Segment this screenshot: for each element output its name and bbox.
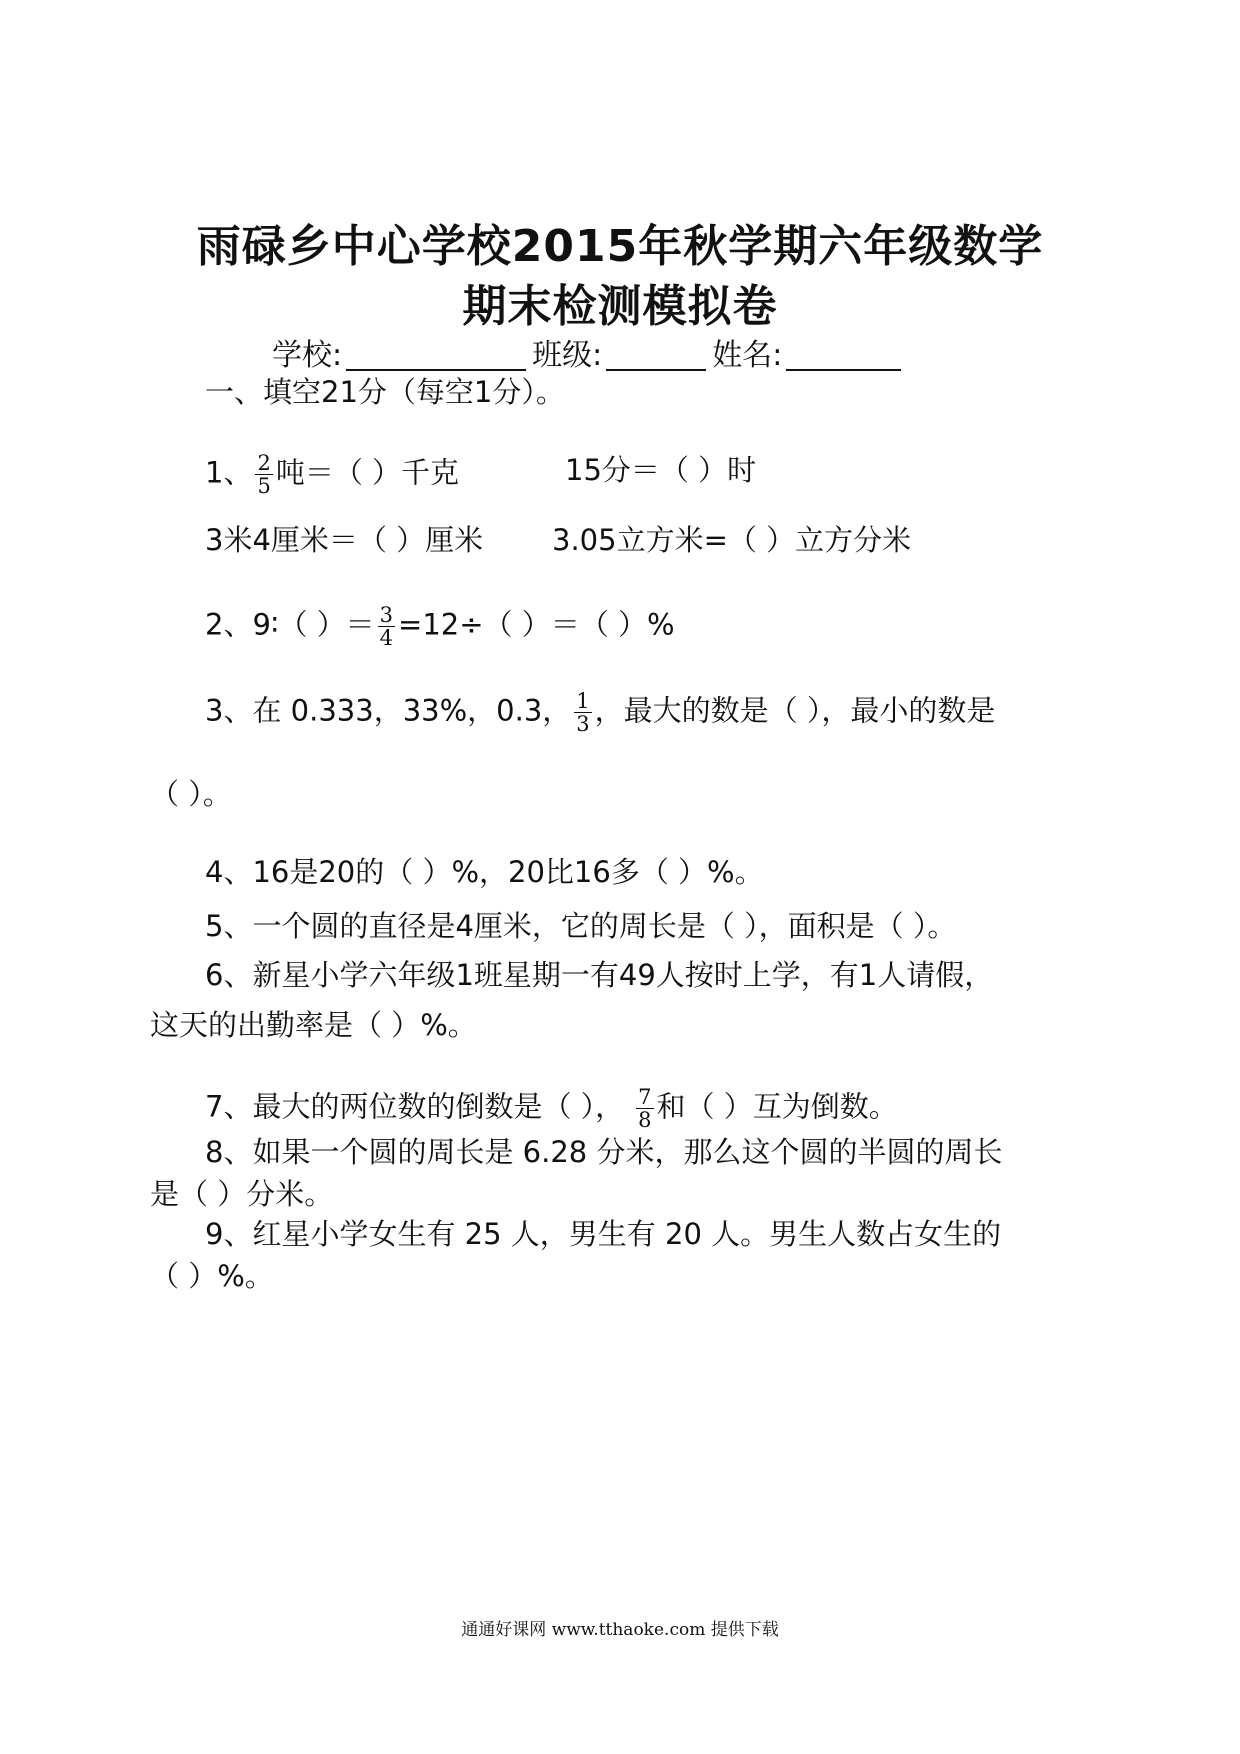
question-6-line1: 6、新星小学六年级1班星期一有49人按时上学，有1人请假， <box>205 958 994 992</box>
question-5: 5、一个圆的直径是4厘米，它的周长是（ ），面积是（ ）。 <box>205 909 957 943</box>
school-label: 学校: <box>272 338 343 373</box>
question-9-line2: （ ）%。 <box>150 1259 274 1293</box>
q3-prefix: 3、在 0.333，33%，0.3， <box>205 693 572 728</box>
q1-part-a: 吨＝（ ）千克 <box>275 455 460 490</box>
question-3-line2: （ ）。 <box>150 777 232 811</box>
q2-suffix: =12÷（ ）＝（ ）% <box>398 607 675 642</box>
question-1-line1 <box>205 452 459 497</box>
q3-fraction-denominator: 3 <box>576 712 590 736</box>
q2-fraction-numerator: 3 <box>379 603 394 627</box>
q2-prefix: 2、9∶（ ）＝ <box>205 607 375 642</box>
question-3-line1 <box>205 690 995 735</box>
question-9-line1: 9、红星小学女生有 25 人，男生有 20 人。男生人数占女生的 <box>205 1217 1002 1251</box>
section1-heading: 一、填空21分（每空1分）。 <box>205 375 565 409</box>
q7-fraction <box>636 1086 653 1131</box>
question-4: 4、16是20的（ ）%，20比16多（ ）%。 <box>205 855 764 889</box>
name-blank[interactable] <box>786 339 901 371</box>
q2-fraction <box>378 604 395 649</box>
exam-title-line2: 期末检测模拟卷 <box>462 281 778 332</box>
school-blank[interactable] <box>346 339 526 371</box>
q1-prefix: 1、 <box>205 455 253 490</box>
q2-fraction-denominator: 4 <box>379 626 394 650</box>
q3-suffix: ，最大的数是（ ），最小的数是 <box>594 693 996 728</box>
q7-prefix: 7、最大的两位数的倒数是（ ）， <box>205 1089 625 1124</box>
q1-fraction-denominator: 5 <box>257 474 271 498</box>
q7-fraction-denominator: 8 <box>638 1108 652 1132</box>
question-6-line2: 这天的出勤率是（ ）%。 <box>150 1008 477 1042</box>
question-2 <box>205 604 675 649</box>
q1-fraction <box>255 452 272 497</box>
class-label: 班级: <box>532 338 603 373</box>
q7-fraction-numerator: 7 <box>638 1085 652 1109</box>
question-1-part-b: 15分＝（ ）时 <box>565 453 757 487</box>
q3-fraction-numerator: 1 <box>576 689 590 713</box>
question-7 <box>205 1086 898 1131</box>
name-label: 姓名: <box>712 338 783 373</box>
exam-title-line1: 雨碌乡中心学校2015年秋学期六年级数学 <box>196 221 1044 272</box>
question-1-line2-b: 3.05立方米=（ ）立方分米 <box>552 523 912 557</box>
footer-source-note: 通通好课网 www.tthaoke.com 提供下载 <box>461 1620 779 1640</box>
question-8-line1: 8、如果一个圆的周长是 6.28 分米，那么这个圆的半圆的周长 <box>205 1135 1003 1169</box>
q3-fraction <box>574 690 591 735</box>
q1-fraction-numerator: 2 <box>257 451 271 475</box>
question-8-line2: 是（ ）分米。 <box>150 1177 334 1211</box>
q7-suffix: 和（ ）互为倒数。 <box>656 1089 898 1124</box>
class-blank[interactable] <box>606 339 706 371</box>
question-1-line2-a: 3米4厘米＝（ ）厘米 <box>205 523 484 557</box>
student-info-row <box>272 330 907 374</box>
